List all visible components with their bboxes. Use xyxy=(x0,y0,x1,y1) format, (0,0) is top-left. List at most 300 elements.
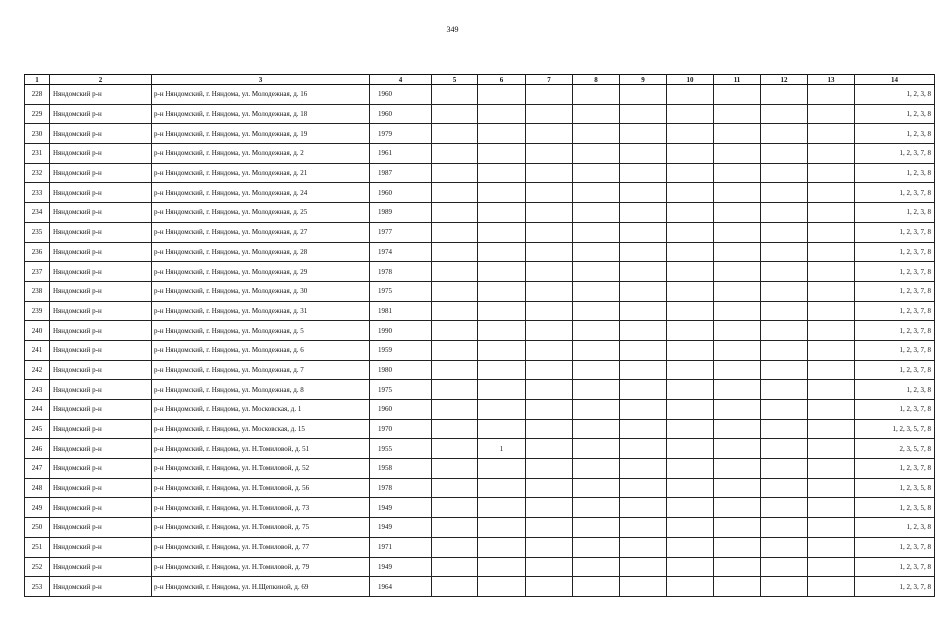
district-cell: Няндомский р-н xyxy=(50,85,152,105)
col14-cell: 1, 2, 3, 7, 8 xyxy=(855,281,935,301)
col8-cell xyxy=(573,104,620,124)
col9-cell xyxy=(620,518,667,538)
col14-cell: 1, 2, 3, 8 xyxy=(855,380,935,400)
col13-cell xyxy=(808,203,855,223)
year-cell: 1971 xyxy=(370,537,432,557)
col12-cell xyxy=(761,400,808,420)
district-cell: Няндомский р-н xyxy=(50,518,152,538)
col11-cell xyxy=(714,242,761,262)
col5-cell xyxy=(432,498,478,518)
col6-cell xyxy=(478,321,526,341)
col10-cell xyxy=(667,163,714,183)
col8-cell xyxy=(573,183,620,203)
year-cell: 1961 xyxy=(370,144,432,164)
col13-cell xyxy=(808,478,855,498)
col11-cell xyxy=(714,419,761,439)
address-cell: р-н Няндомский, г. Няндома, ул. Н.Томиловой, д. 52 xyxy=(152,459,370,479)
district-cell: Няндомский р-н xyxy=(50,242,152,262)
col10-cell xyxy=(667,85,714,105)
col5-cell xyxy=(432,281,478,301)
col14-cell: 1, 2, 3, 7, 8 xyxy=(855,262,935,282)
address-cell: р-н Няндомский, г. Няндома, ул. Молодежная, д. 7 xyxy=(152,360,370,380)
table-row xyxy=(25,439,935,459)
col5-cell xyxy=(432,459,478,479)
address-cell: р-н Няндомский, г. Няндома, ул. Н.Томиловой, д. 56 xyxy=(152,478,370,498)
col12-cell xyxy=(761,124,808,144)
address-cell: р-н Няндомский, г. Няндома, ул. Молодежная, д. 25 xyxy=(152,203,370,223)
col9-cell xyxy=(620,321,667,341)
col7-cell xyxy=(526,281,573,301)
col6-cell xyxy=(478,104,526,124)
row-number-cell: 234 xyxy=(25,203,50,223)
year-cell: 1960 xyxy=(370,183,432,203)
col11-cell xyxy=(714,124,761,144)
col7-cell xyxy=(526,419,573,439)
col13-cell xyxy=(808,104,855,124)
district-cell: Няндомский р-н xyxy=(50,104,152,124)
col11-cell xyxy=(714,400,761,420)
col8-cell xyxy=(573,203,620,223)
col5-cell xyxy=(432,400,478,420)
col6-cell xyxy=(478,301,526,321)
col5-cell xyxy=(432,85,478,105)
col13-cell xyxy=(808,419,855,439)
col5-cell xyxy=(432,419,478,439)
col12-cell xyxy=(761,183,808,203)
row-number-cell: 233 xyxy=(25,183,50,203)
col6-cell xyxy=(478,577,526,597)
col11-cell xyxy=(714,104,761,124)
year-cell: 1960 xyxy=(370,400,432,420)
district-cell: Няндомский р-н xyxy=(50,459,152,479)
col14-cell: 1, 2, 3, 5, 8 xyxy=(855,478,935,498)
col11-cell xyxy=(714,144,761,164)
col7-cell xyxy=(526,222,573,242)
year-cell: 1977 xyxy=(370,222,432,242)
col8-cell xyxy=(573,340,620,360)
col13-cell xyxy=(808,124,855,144)
district-cell: Няндомский р-н xyxy=(50,498,152,518)
col14-cell: 1, 2, 3, 7, 8 xyxy=(855,301,935,321)
year-cell: 1960 xyxy=(370,104,432,124)
col12-cell xyxy=(761,518,808,538)
row-number-cell: 238 xyxy=(25,281,50,301)
col6-cell xyxy=(478,400,526,420)
col13-cell xyxy=(808,439,855,459)
column-header: 4 xyxy=(370,75,432,85)
col10-cell xyxy=(667,518,714,538)
col5-cell xyxy=(432,380,478,400)
col7-cell xyxy=(526,262,573,282)
col13-cell xyxy=(808,262,855,282)
col14-cell: 1, 2, 3, 7, 8 xyxy=(855,557,935,577)
col11-cell xyxy=(714,537,761,557)
col5-cell xyxy=(432,124,478,144)
col7-cell xyxy=(526,439,573,459)
col11-cell xyxy=(714,478,761,498)
col10-cell xyxy=(667,301,714,321)
table-row xyxy=(25,400,935,420)
table-row xyxy=(25,577,935,597)
col10-cell xyxy=(667,222,714,242)
column-header: 3 xyxy=(152,75,370,85)
row-number-cell: 229 xyxy=(25,104,50,124)
table-row xyxy=(25,321,935,341)
col12-cell xyxy=(761,222,808,242)
col5-cell xyxy=(432,163,478,183)
row-number-cell: 228 xyxy=(25,85,50,105)
col13-cell xyxy=(808,340,855,360)
col5-cell xyxy=(432,537,478,557)
district-cell: Няндомский р-н xyxy=(50,163,152,183)
table-row xyxy=(25,459,935,479)
table-row xyxy=(25,242,935,262)
col13-cell xyxy=(808,577,855,597)
district-cell: Няндомский р-н xyxy=(50,557,152,577)
col12-cell xyxy=(761,577,808,597)
col5-cell xyxy=(432,518,478,538)
col5-cell xyxy=(432,203,478,223)
district-cell: Няндомский р-н xyxy=(50,478,152,498)
col14-cell: 1, 2, 3, 8 xyxy=(855,518,935,538)
col10-cell xyxy=(667,478,714,498)
col6-cell xyxy=(478,124,526,144)
district-cell: Няндомский р-н xyxy=(50,439,152,459)
col7-cell xyxy=(526,124,573,144)
col8-cell xyxy=(573,222,620,242)
col11-cell xyxy=(714,281,761,301)
col6-cell xyxy=(478,262,526,282)
col10-cell xyxy=(667,537,714,557)
col13-cell xyxy=(808,498,855,518)
address-cell: р-н Няндомский, г. Няндома, ул. Н.Томиловой, д. 75 xyxy=(152,518,370,538)
col14-cell: 1, 2, 3, 7, 8 xyxy=(855,321,935,341)
col8-cell xyxy=(573,281,620,301)
col10-cell xyxy=(667,321,714,341)
table-row xyxy=(25,419,935,439)
col7-cell xyxy=(526,301,573,321)
address-cell: р-н Няндомский, г. Няндома, ул. Молодежная, д. 2 xyxy=(152,144,370,164)
year-cell: 1980 xyxy=(370,360,432,380)
col14-cell: 1, 2, 3, 7, 8 xyxy=(855,400,935,420)
col10-cell xyxy=(667,183,714,203)
district-cell: Няндомский р-н xyxy=(50,262,152,282)
col11-cell xyxy=(714,557,761,577)
col8-cell xyxy=(573,478,620,498)
table-row xyxy=(25,85,935,105)
col5-cell xyxy=(432,360,478,380)
col14-cell: 2, 3, 5, 7, 8 xyxy=(855,439,935,459)
col6-cell xyxy=(478,498,526,518)
table-row xyxy=(25,557,935,577)
header-row xyxy=(25,75,935,85)
col7-cell xyxy=(526,557,573,577)
col9-cell xyxy=(620,222,667,242)
col5-cell xyxy=(432,301,478,321)
district-cell: Няндомский р-н xyxy=(50,340,152,360)
col12-cell xyxy=(761,104,808,124)
col13-cell xyxy=(808,360,855,380)
district-cell: Няндомский р-н xyxy=(50,321,152,341)
col8-cell xyxy=(573,380,620,400)
district-cell: Няндомский р-н xyxy=(50,400,152,420)
row-number-cell: 247 xyxy=(25,459,50,479)
col9-cell xyxy=(620,360,667,380)
col12-cell xyxy=(761,281,808,301)
col14-cell: 1, 2, 3, 7, 8 xyxy=(855,340,935,360)
col5-cell xyxy=(432,321,478,341)
col9-cell xyxy=(620,163,667,183)
col12-cell xyxy=(761,498,808,518)
year-cell: 1970 xyxy=(370,419,432,439)
column-header: 13 xyxy=(808,75,855,85)
district-cell: Няндомский р-н xyxy=(50,222,152,242)
col8-cell xyxy=(573,537,620,557)
table-row xyxy=(25,124,935,144)
col10-cell xyxy=(667,203,714,223)
address-cell: р-н Няндомский, г. Няндома, ул. Московская, д. 15 xyxy=(152,419,370,439)
district-cell: Няндомский р-н xyxy=(50,537,152,557)
table-row xyxy=(25,183,935,203)
col9-cell xyxy=(620,183,667,203)
table-row xyxy=(25,380,935,400)
table-row xyxy=(25,301,935,321)
col7-cell xyxy=(526,360,573,380)
col12-cell xyxy=(761,360,808,380)
row-number-cell: 231 xyxy=(25,144,50,164)
col14-cell: 1, 2, 3, 7, 8 xyxy=(855,242,935,262)
col12-cell xyxy=(761,321,808,341)
col14-cell: 1, 2, 3, 7, 8 xyxy=(855,360,935,380)
col13-cell xyxy=(808,301,855,321)
col7-cell xyxy=(526,321,573,341)
col10-cell xyxy=(667,144,714,164)
district-cell: Няндомский р-н xyxy=(50,281,152,301)
col9-cell xyxy=(620,144,667,164)
col14-cell: 1, 2, 3, 7, 8 xyxy=(855,577,935,597)
row-number-cell: 241 xyxy=(25,340,50,360)
table-row xyxy=(25,203,935,223)
col8-cell xyxy=(573,124,620,144)
col13-cell xyxy=(808,222,855,242)
col10-cell xyxy=(667,419,714,439)
address-cell: р-н Няндомский, г. Няндома, ул. Н.Томиловой, д. 79 xyxy=(152,557,370,577)
col6-cell xyxy=(478,459,526,479)
col11-cell xyxy=(714,321,761,341)
table-row xyxy=(25,144,935,164)
col6-cell xyxy=(478,537,526,557)
district-cell: Няндомский р-н xyxy=(50,183,152,203)
row-number-cell: 237 xyxy=(25,262,50,282)
col10-cell xyxy=(667,380,714,400)
col7-cell xyxy=(526,478,573,498)
col6-cell xyxy=(478,242,526,262)
row-number-cell: 251 xyxy=(25,537,50,557)
district-cell: Няндомский р-н xyxy=(50,144,152,164)
address-cell: р-н Няндомский, г. Няндома, ул. Молодежная, д. 6 xyxy=(152,340,370,360)
col9-cell xyxy=(620,537,667,557)
year-cell: 1981 xyxy=(370,301,432,321)
col12-cell xyxy=(761,340,808,360)
col12-cell xyxy=(761,262,808,282)
col12-cell xyxy=(761,144,808,164)
district-cell: Няндомский р-н xyxy=(50,124,152,144)
col11-cell xyxy=(714,163,761,183)
col11-cell xyxy=(714,222,761,242)
col5-cell xyxy=(432,262,478,282)
row-number-cell: 248 xyxy=(25,478,50,498)
column-header: 9 xyxy=(620,75,667,85)
col6-cell: 1 xyxy=(478,439,526,459)
col9-cell xyxy=(620,301,667,321)
col7-cell xyxy=(526,518,573,538)
col10-cell xyxy=(667,459,714,479)
address-cell: р-н Няндомский, г. Няндома, ул. Молодежная, д. 5 xyxy=(152,321,370,341)
col11-cell xyxy=(714,459,761,479)
district-cell: Няндомский р-н xyxy=(50,419,152,439)
row-number-cell: 246 xyxy=(25,439,50,459)
col8-cell xyxy=(573,360,620,380)
col12-cell xyxy=(761,419,808,439)
row-number-cell: 244 xyxy=(25,400,50,420)
address-cell: р-н Няндомский, г. Няндома, ул. Н.Томиловой, д. 51 xyxy=(152,439,370,459)
table-row xyxy=(25,163,935,183)
row-number-cell: 242 xyxy=(25,360,50,380)
col5-cell xyxy=(432,478,478,498)
col5-cell xyxy=(432,340,478,360)
col6-cell xyxy=(478,144,526,164)
col7-cell xyxy=(526,183,573,203)
col14-cell: 1, 2, 3, 8 xyxy=(855,85,935,105)
col6-cell xyxy=(478,183,526,203)
col7-cell xyxy=(526,203,573,223)
table-header xyxy=(25,75,935,85)
col10-cell xyxy=(667,340,714,360)
col12-cell xyxy=(761,163,808,183)
address-cell: р-н Няндомский, г. Няндома, ул. Молодежная, д. 21 xyxy=(152,163,370,183)
col11-cell xyxy=(714,498,761,518)
year-cell: 1978 xyxy=(370,478,432,498)
col5-cell xyxy=(432,183,478,203)
row-number-cell: 252 xyxy=(25,557,50,577)
col9-cell xyxy=(620,419,667,439)
address-cell: р-н Няндомский, г. Няндома, ул. Молодежная, д. 31 xyxy=(152,301,370,321)
col9-cell xyxy=(620,439,667,459)
column-header: 1 xyxy=(25,75,50,85)
col11-cell xyxy=(714,203,761,223)
row-number-cell: 230 xyxy=(25,124,50,144)
col5-cell xyxy=(432,104,478,124)
year-cell: 1949 xyxy=(370,518,432,538)
col9-cell xyxy=(620,242,667,262)
row-number-cell: 232 xyxy=(25,163,50,183)
col13-cell xyxy=(808,537,855,557)
col13-cell xyxy=(808,400,855,420)
year-cell: 1955 xyxy=(370,439,432,459)
table-row xyxy=(25,478,935,498)
col5-cell xyxy=(432,439,478,459)
col7-cell xyxy=(526,163,573,183)
address-cell: р-н Няндомский, г. Няндома, ул. Молодежная, д. 18 xyxy=(152,104,370,124)
col11-cell xyxy=(714,183,761,203)
col10-cell xyxy=(667,242,714,262)
col9-cell xyxy=(620,262,667,282)
col6-cell xyxy=(478,203,526,223)
col7-cell xyxy=(526,242,573,262)
address-cell: р-н Няндомский, г. Няндома, ул. Молодежная, д. 28 xyxy=(152,242,370,262)
year-cell: 1978 xyxy=(370,262,432,282)
col12-cell xyxy=(761,85,808,105)
col14-cell: 1, 2, 3, 7, 8 xyxy=(855,183,935,203)
year-cell: 1989 xyxy=(370,203,432,223)
col13-cell xyxy=(808,163,855,183)
col9-cell xyxy=(620,498,667,518)
column-header: 8 xyxy=(573,75,620,85)
col14-cell: 1, 2, 3, 7, 8 xyxy=(855,537,935,557)
col13-cell xyxy=(808,183,855,203)
col8-cell xyxy=(573,85,620,105)
col9-cell xyxy=(620,124,667,144)
table-row xyxy=(25,537,935,557)
col6-cell xyxy=(478,419,526,439)
address-cell: р-н Няндомский, г. Няндома, ул. Н.Щепкиной, д. 69 xyxy=(152,577,370,597)
row-number-cell: 239 xyxy=(25,301,50,321)
register-table xyxy=(24,74,935,597)
col14-cell: 1, 2, 3, 8 xyxy=(855,104,935,124)
col6-cell xyxy=(478,380,526,400)
table-row xyxy=(25,360,935,380)
col13-cell xyxy=(808,321,855,341)
col10-cell xyxy=(667,360,714,380)
col11-cell xyxy=(714,301,761,321)
col9-cell xyxy=(620,281,667,301)
col6-cell xyxy=(478,281,526,301)
row-number-cell: 245 xyxy=(25,419,50,439)
col7-cell xyxy=(526,498,573,518)
col10-cell xyxy=(667,400,714,420)
col11-cell xyxy=(714,439,761,459)
col13-cell xyxy=(808,459,855,479)
col13-cell xyxy=(808,281,855,301)
row-number-cell: 253 xyxy=(25,577,50,597)
col12-cell xyxy=(761,380,808,400)
col8-cell xyxy=(573,400,620,420)
col14-cell: 1, 2, 3, 8 xyxy=(855,203,935,223)
col9-cell xyxy=(620,400,667,420)
col13-cell xyxy=(808,242,855,262)
col10-cell xyxy=(667,104,714,124)
column-header: 7 xyxy=(526,75,573,85)
col9-cell xyxy=(620,203,667,223)
col13-cell xyxy=(808,144,855,164)
col6-cell xyxy=(478,360,526,380)
column-header: 12 xyxy=(761,75,808,85)
col8-cell xyxy=(573,163,620,183)
col8-cell xyxy=(573,301,620,321)
col6-cell xyxy=(478,222,526,242)
col11-cell xyxy=(714,577,761,597)
year-cell: 1975 xyxy=(370,281,432,301)
year-cell: 1979 xyxy=(370,124,432,144)
column-header: 14 xyxy=(855,75,935,85)
col8-cell xyxy=(573,459,620,479)
col9-cell xyxy=(620,557,667,577)
col10-cell xyxy=(667,281,714,301)
col8-cell xyxy=(573,577,620,597)
col11-cell xyxy=(714,262,761,282)
col12-cell xyxy=(761,537,808,557)
col7-cell xyxy=(526,577,573,597)
